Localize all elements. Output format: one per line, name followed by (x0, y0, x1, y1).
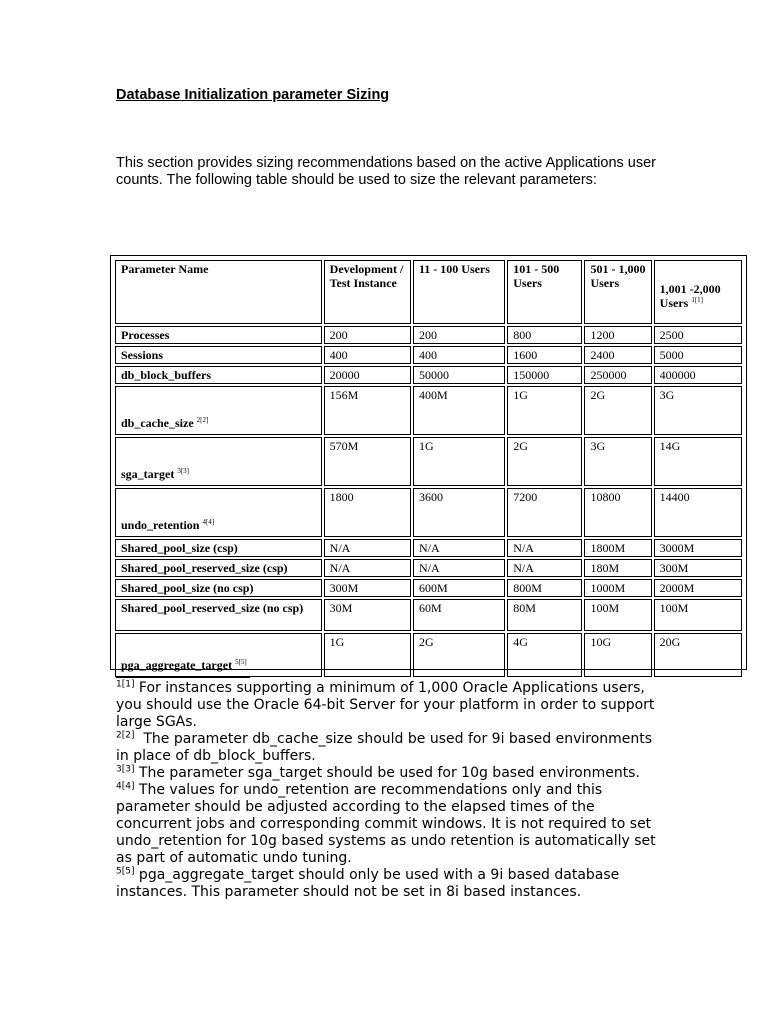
value-cell: 400M (413, 386, 505, 435)
table-row (115, 346, 742, 364)
footnote-mark: 4[4] (116, 781, 135, 792)
table-row (115, 559, 742, 577)
value-cell: 570M (324, 437, 411, 486)
table-row (115, 386, 742, 435)
value-cell: 3G (584, 437, 651, 486)
footnote-separator (116, 677, 250, 678)
value-cell: 1200 (584, 326, 651, 344)
value-cell: 2000M (654, 579, 742, 597)
value-cell: 3G (654, 386, 742, 435)
value-cell: 20000 (324, 366, 411, 384)
footnote-ref: 2[2] (196, 416, 209, 424)
value-cell: 1G (413, 437, 505, 486)
parameter-name-cell: sga_target $^{3[3]}$ (115, 437, 322, 486)
table-row (115, 488, 742, 537)
footnote-mark: 1[1] (116, 679, 135, 690)
value-cell: 300M (654, 559, 742, 577)
value-cell: 20G (654, 633, 742, 677)
table-row (115, 539, 742, 557)
header-cell: 501 - 1,000 Users (584, 260, 651, 324)
footnote-text: pga_aggregate_target should only be used with a 9i based database instances. This parameter should not be set in 8i based instances. (116, 867, 620, 900)
value-cell: 30M (324, 599, 411, 631)
value-cell: 600M (413, 579, 505, 597)
value-cell: N/A (507, 539, 582, 557)
header-cell: 1,001 -2,000 Users $^{1[1]}$ (654, 260, 742, 324)
value-cell: N/A (413, 539, 505, 557)
value-cell: 400 (413, 346, 505, 364)
header-cell: Parameter Name (115, 260, 322, 324)
value-cell: 800 (507, 326, 582, 344)
value-cell: 100M (654, 599, 742, 631)
footnote (116, 782, 661, 867)
value-cell: 250000 (584, 366, 651, 384)
table-row (115, 326, 742, 344)
parameter-name-cell: db_block_buffers (115, 366, 322, 384)
value-cell: N/A (413, 559, 505, 577)
parameter-name-cell: Shared_pool_reserved_size (csp) (115, 559, 322, 577)
footnotes (116, 680, 661, 901)
value-cell: 200 (324, 326, 411, 344)
footnote-text: The parameter sga_target should be used for 10g based environments. (134, 765, 640, 781)
footnote-text: The parameter db_cache_size should be used for 9i based environments in place of db_block_buffers. (116, 731, 657, 764)
value-cell: 3600 (413, 488, 505, 537)
value-cell: N/A (507, 559, 582, 577)
value-cell: 7200 (507, 488, 582, 537)
parameter-name-cell: Shared_pool_reserved_size (no csp) (115, 599, 322, 631)
document-title: Database Initialization parameter Sizing (116, 87, 390, 103)
value-cell: 1G (324, 633, 411, 677)
parameter-name-cell: Shared_pool_size (csp) (115, 539, 322, 557)
value-cell: 400000 (654, 366, 742, 384)
value-cell: 1800M (584, 539, 651, 557)
footnote-text: For instances supporting a minimum of 1,000 Oracle Applications users, you should use the Oracle 64-bit Server for your platform in order to support large SGAs. (116, 680, 655, 730)
value-cell: 2G (413, 633, 505, 677)
parameter-name-cell: Sessions (115, 346, 322, 364)
value-cell: 300M (324, 579, 411, 597)
table-row (115, 579, 742, 597)
value-cell: 60M (413, 599, 505, 631)
value-cell: 1800 (324, 488, 411, 537)
value-cell: N/A (324, 559, 411, 577)
value-cell: 156M (324, 386, 411, 435)
footnote-mark: 3[3] (116, 764, 135, 775)
header-cell: Development / Test Instance (324, 260, 411, 324)
value-cell: 200 (413, 326, 505, 344)
value-cell: 2G (584, 386, 651, 435)
value-cell: 3000M (654, 539, 742, 557)
value-cell: 150000 (507, 366, 582, 384)
footnote (116, 731, 661, 765)
table-row (115, 437, 742, 486)
footnote-text: The values for undo_retention are recommendations only and this parameter should be adjusted according to the elapsed times of the concurrent jobs and corresponding commit windows. It is not required to set undo_retention for 10g based systems as undo retention is automatically set as part of automatic undo tuning. (116, 782, 656, 866)
parameter-name-cell: db_cache_size $^{2[2]}$ (115, 386, 322, 435)
parameter-name-cell: undo_retention $^{4[4]}$ (115, 488, 322, 537)
header-cell: 11 - 100 Users (413, 260, 505, 324)
footnote (116, 680, 661, 731)
value-cell: 10G (584, 633, 651, 677)
parameter-name-cell: Shared_pool_size (no csp) (115, 579, 322, 597)
footnote-mark: 2[2] (116, 730, 135, 741)
header-cell: 101 - 500 Users (507, 260, 582, 324)
value-cell: 50000 (413, 366, 505, 384)
value-cell: 800M (507, 579, 582, 597)
footnote-ref: 3[3] (177, 467, 189, 475)
footnote (116, 765, 661, 782)
parameter-name-cell: Processes (115, 326, 322, 344)
sizing-table (113, 258, 744, 679)
footnote-ref: 4[4] (202, 518, 215, 526)
value-cell: 2G (507, 437, 582, 486)
value-cell: 4G (507, 633, 582, 677)
footnote-ref: 5[5] (235, 658, 247, 666)
intro-paragraph: This section provides sizing recommendations based on the active Applications user counts. The following table should be used to size the relevant parameters: (116, 155, 657, 188)
value-cell: 14400 (654, 488, 742, 537)
table-row (115, 633, 742, 677)
footnote (116, 867, 661, 901)
value-cell: 2400 (584, 346, 651, 364)
value-cell: 1G (507, 386, 582, 435)
value-cell: 1600 (507, 346, 582, 364)
footnote-ref: 1[1] (691, 295, 704, 304)
value-cell: 10800 (584, 488, 651, 537)
value-cell: 180M (584, 559, 651, 577)
value-cell: 2500 (654, 326, 742, 344)
table-row (115, 366, 742, 384)
parameter-name-cell: pga_aggregate_target $^{5[5]}$ (115, 633, 322, 677)
value-cell: 1000M (584, 579, 651, 597)
table-row (115, 599, 742, 631)
value-cell: 14G (654, 437, 742, 486)
value-cell: 100M (584, 599, 651, 631)
value-cell: N/A (324, 539, 411, 557)
value-cell: 80M (507, 599, 582, 631)
value-cell: 400 (324, 346, 411, 364)
sizing-table-frame (110, 255, 747, 670)
footnote-mark: 5[5] (116, 866, 135, 877)
value-cell: 5000 (654, 346, 742, 364)
table-header-row (115, 260, 742, 324)
